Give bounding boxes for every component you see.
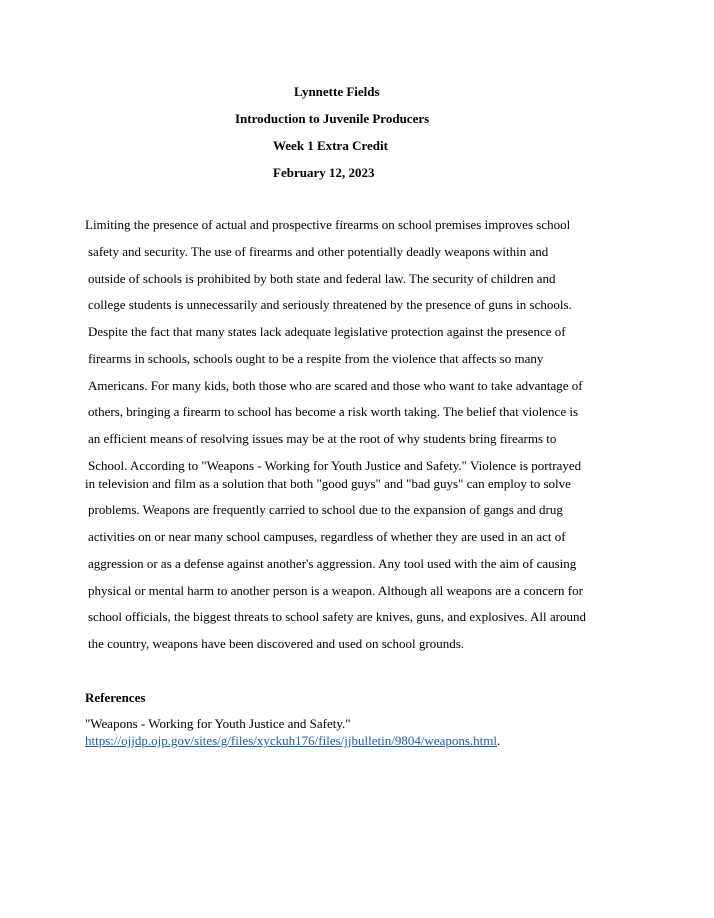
assignment-title: Week 1 Extra Credit	[273, 138, 388, 153]
paragraph-line: Despite the fact that many states lack adequate legislative protection against the presence of	[88, 324, 566, 339]
paragraph-line: Americans. For many kids, both those who are scared and those who want to take advantage of	[88, 378, 583, 393]
paragraph-line: in television and film as a solution that both "good guys" and "bad guys" can employ to solve	[85, 476, 571, 491]
reference-link[interactable]: https://ojjdp.ojp.gov/sites/g/files/xyckuh176/files/jjbulletin/9804/weapons.html	[85, 733, 498, 748]
paragraph-line: safety and security. The use of firearms and other potentially deadly weapons within and	[88, 244, 549, 259]
paragraph-line: School. According to "Weapons - Working for Youth Justice and Safety." Violence is portrayed	[88, 458, 582, 473]
reference-citation: "Weapons - Working for Youth Justice and Safety."	[85, 716, 351, 731]
paragraph-line: Limiting the presence of actual and prospective firearms on school premises improves school	[85, 217, 571, 232]
document-date: February 12, 2023	[273, 165, 375, 180]
paragraph-line: physical or mental harm to another person is a weapon. Although all weapons are a concern for	[88, 583, 583, 598]
paragraph-line: college students is unnecessarily and seriously threatened by the presence of guns in schools.	[88, 297, 572, 312]
paragraph-line: others, bringing a firearm to school has become a risk worth taking. The belief that violence is	[88, 404, 579, 419]
paragraph-line: school officials, the biggest threats to school safety are knives, guns, and explosives. All around	[88, 609, 586, 624]
paragraph-line: aggression or as a defense against another's aggression. Any tool used with the aim of causing	[88, 556, 577, 571]
reference-trailing-period: .	[497, 733, 501, 748]
paragraph-line: an efficient means of resolving issues may be at the root of why students bring firearms to	[88, 431, 557, 446]
author-name: Lynnette Fields	[294, 84, 380, 99]
reference-link-line	[85, 733, 500, 749]
course-title: Introduction to Juvenile Producers	[235, 111, 430, 126]
paragraph-line: the country, weapons have been discovered and used on school grounds.	[88, 636, 465, 651]
paragraph-line: firearms in schools, schools ought to be a respite from the violence that affects so many	[88, 351, 544, 366]
paragraph-line: problems. Weapons are frequently carried to school due to the expansion of gangs and drug	[88, 502, 563, 517]
paragraph-line: activities on or near many school campuses, regardless of whether they are used in an act of	[88, 529, 566, 544]
references-heading: References	[85, 690, 146, 705]
paragraph-line: outside of schools is prohibited by both state and federal law. The security of children and	[88, 271, 556, 286]
